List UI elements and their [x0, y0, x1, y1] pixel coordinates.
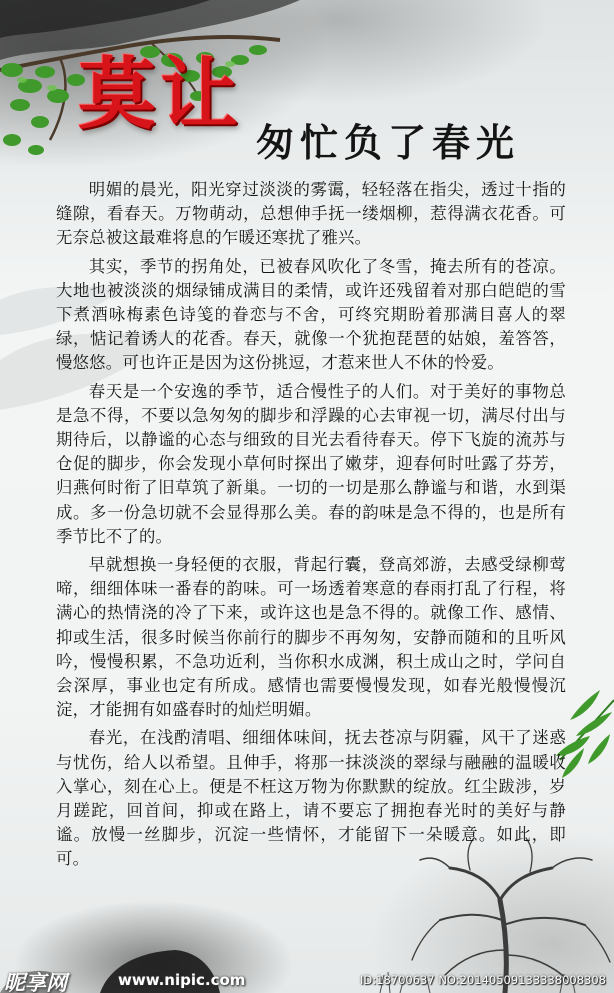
title-block — [0, 0, 614, 180]
paragraph-4: 早就想换一身轻便的衣服，背起行囊，登高郊游，去感受绿柳莺啼，细细体味一番春的韵味。可一场透着寒意的春雨打乱了行程，将满心的热情浇的冷了下来，或许这也是急不得的。就像工作、感情、抑或生活，很多时候当你前行的脚步不再匆匆，安静而随和的且听风吟，慢慢积累，不急功近利，当你积水成渊，积土成山之时，学问自会深厚，事业也定有所成。感情也需要慢慢发现，如春光般慢慢沉淀，才能拥有如盛春时的灿烂明媚。 — [56, 555, 566, 720]
watermark-url: www.nipic.com — [118, 971, 246, 989]
title-main: 莫让 — [78, 49, 243, 140]
watermark-id: ID:18700637 NO:20140509133338008308 — [360, 973, 606, 987]
paragraph-5: 春光，在浅酌清唱、细细体味间，抚去苍凉与阴霾，风干了迷惑与忧伤，给人以希望。且伸手，将那一抹淡淡的翠绿与融融的温暖收入掌心，刻在心上。便是不枉这万物为你默默的绽放。红尘跋涉，岁月蹉跎，回首间，抑或在路上，请不要忘了拥抱春光时的美好与静谧。放慢一丝脚步，沉淀一些情怀，才能留下一朵暖意。如此，即可。 — [56, 728, 566, 869]
article-body — [56, 178, 566, 876]
paragraph-3: 春天是一个安逸的季节，适合慢性子的人们。对于美好的事物总是急不得，不要以急匆匆的脚步和浮躁的心去审视一切，满尽付出与期待后，以静谧的心态与细致的目光去看待春天。停下飞旋的流苏与仓促的脚步，你会发现小草何时探出了嫩芽，迎春何时吐露了芬芳，归燕何时衔了旧草筑了新巢。一切的一切是那么静谧与和谐，水到渠成。多一份急切就不会显得那么美。春的韵味是急不得的，也是所有季节比不了的。 — [56, 381, 566, 546]
watermark-bar — [0, 965, 614, 993]
paragraph-2: 其实，季节的拐角处，已被春风吹化了冬雪，掩去所有的苍凉。大地也被淡淡的烟绿铺成满目的柔情，或许还残留着对那白皑皑的雪下煮酒咏梅素色诗笺的眷恋与不舍，可终究期盼着那满目喜人的翠绿，惦记着诱人的花香。春天，就像一个犹抱琵琶的姑娘，羞答答，慢悠悠。可也许正是因为这份挑逗，才惹来世人不休的怜爱。 — [56, 256, 566, 373]
watermark-logo: 昵享网 — [4, 971, 67, 993]
title-subtitle: 匆忙负了春光 — [256, 120, 521, 165]
paragraph-1: 明媚的晨光，阳光穿过淡淡的雾霭，轻轻落在指尖，透过十指的缝隙，看春天。万物萌动，总想伸手抚一缕烟柳，惹得满衣花香。可无奈总被这最难将息的乍暖还寒扰了雅兴。 — [56, 180, 566, 248]
